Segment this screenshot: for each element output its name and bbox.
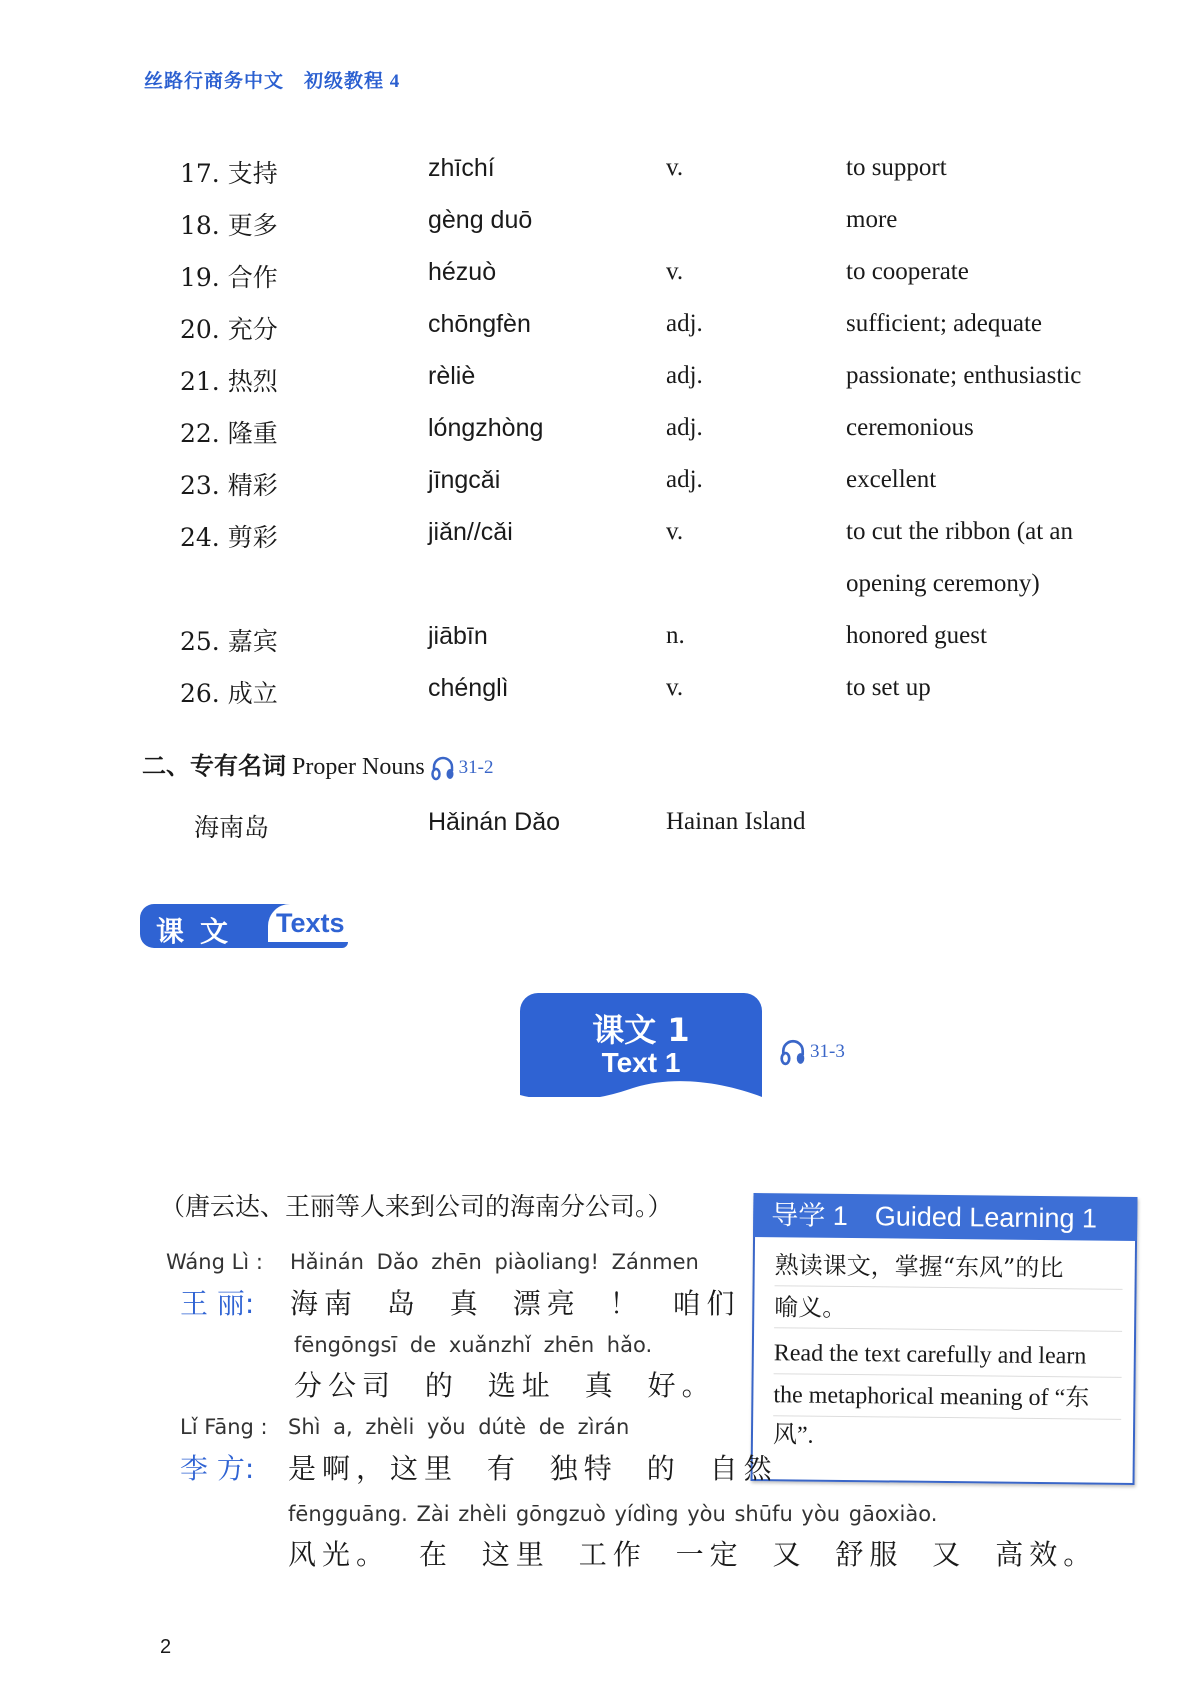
line-hanzi: 海南 岛 真 漂亮 ！ 咱们 <box>290 1287 741 1320</box>
vocab-english: to cooperate <box>846 258 969 285</box>
vocab-row <box>0 622 1200 662</box>
speaker-pinyin: Lǐ Fāng : <box>180 1415 268 1439</box>
vocab-pos: n. <box>666 622 685 649</box>
book-title: 丝路行商务中文 初级教程 4 <box>144 71 401 92</box>
vocab-pos: v. <box>666 154 684 181</box>
vocab-pos: v. <box>666 258 684 285</box>
vocab-pinyin: lóngzhòng <box>428 414 544 442</box>
speaker-pinyin: Wáng Lì : <box>166 1250 263 1274</box>
vocab-number: 23. <box>180 471 220 500</box>
guided-line: Read the text carefully and learn <box>774 1333 1122 1378</box>
proper-noun-hanzi: 海南岛 <box>194 813 270 842</box>
vocab-number: 18. <box>180 211 220 240</box>
vocab-number: 21. <box>180 367 220 396</box>
proper-nouns-heading <box>142 746 493 781</box>
vocab-pinyin: chénglì <box>428 674 509 702</box>
audio-track-number: 31-3 <box>810 1041 845 1062</box>
vocab-number: 19. <box>180 263 220 292</box>
vocab-number: 25. <box>180 627 220 656</box>
vocab-number: 20. <box>180 315 220 344</box>
vocab-row <box>0 518 1200 558</box>
headphones-icon <box>780 1038 806 1066</box>
vocab-english: excellent <box>846 466 937 493</box>
vocab-hanzi: 支持 <box>227 159 278 188</box>
vocab-pinyin: gèng duō <box>428 206 533 234</box>
vocab-hanzi: 更多 <box>227 211 278 240</box>
text1-banner <box>520 993 762 1097</box>
vocab-pos: adj. <box>666 362 703 389</box>
line-pinyin: Shì a, zhèli yǒu dútè de zìrán <box>288 1415 630 1439</box>
vocab-number: 24. <box>180 523 220 552</box>
vocab-pos: v. <box>666 674 684 701</box>
vocab-pos: adj. <box>666 414 703 441</box>
vocab-hanzi: 嘉宾 <box>227 627 278 656</box>
texts-section-badge <box>140 904 346 948</box>
vocab-english: sufficient; adequate <box>846 310 1042 337</box>
vocab-pinyin: hézuò <box>428 258 497 286</box>
section-title-en: Proper Nouns <box>292 754 425 780</box>
guided-learning-box <box>751 1193 1138 1485</box>
vocab-pos: adj. <box>666 310 703 337</box>
guided-line: 喻义。 <box>774 1287 1122 1332</box>
vocab-hanzi: 成立 <box>227 679 278 708</box>
vocab-number: 17. <box>180 159 220 188</box>
speaker-name: 李 方: <box>180 1452 255 1485</box>
line-hanzi: 风光。 在 这里 工作 一定 又 舒服 又 高效。 <box>288 1538 1098 1571</box>
vocab-hanzi: 精彩 <box>227 471 278 500</box>
proper-noun-english: Hainan Island <box>666 808 806 835</box>
vocab-hanzi: 剪彩 <box>227 523 278 552</box>
banner-title-en: Text 1 <box>601 1047 681 1078</box>
line-hanzi: 分公司 的 选址 真 好。 <box>294 1369 716 1402</box>
vocab-hanzi: 热烈 <box>227 367 278 396</box>
vocab-english: opening ceremony) <box>846 570 1040 597</box>
line-pinyin: Hǎinán Dǎo zhēn piàoliang! Zánmen <box>290 1250 699 1274</box>
guided-line: the metaphorical meaning of “东 <box>773 1375 1121 1420</box>
line-pinyin: fēngguāng. Zài zhèli gōngzuò yídìng yòu shūfu yòu gāoxiào. <box>288 1502 938 1526</box>
speaker-name: 王 丽: <box>180 1287 255 1320</box>
headphones-icon <box>431 755 455 781</box>
vocab-english: to cut the ribbon (at an <box>846 518 1074 545</box>
vocab-number: 26. <box>180 679 220 708</box>
scene-description: （唐云达、王丽等人来到公司的海南分公司。） <box>160 1192 673 1221</box>
badge-underline <box>270 942 348 948</box>
vocab-pos: adj. <box>666 466 703 493</box>
vocab-number: 22. <box>180 419 220 448</box>
vocab-english: ceremonious <box>846 414 974 441</box>
guided-line: 熟读课文，掌握“东风”的比 <box>775 1245 1123 1290</box>
badge-zh-label: 课文 <box>156 915 245 948</box>
vocab-english: to set up <box>846 674 931 701</box>
vocab-pinyin: jiǎn//cǎi <box>428 518 513 546</box>
vocab-pinyin: jīngcǎi <box>428 466 501 494</box>
vocab-hanzi: 充分 <box>227 315 278 344</box>
vocab-row <box>0 258 1200 298</box>
vocab-row <box>0 466 1200 506</box>
page-number: 2 <box>160 1636 172 1658</box>
vocab-pinyin: rèliè <box>428 362 476 390</box>
line-hanzi: 是啊，这里 有 独特 的 自然 <box>288 1452 778 1485</box>
vocab-row <box>0 674 1200 714</box>
vocab-row <box>0 362 1200 402</box>
proper-noun-row <box>0 808 1200 848</box>
vocab-english: honored guest <box>846 622 987 649</box>
vocab-hanzi: 合作 <box>227 263 278 292</box>
guided-line: 风”. <box>772 1422 814 1449</box>
line-pinyin: fēngōngsī de xuǎnzhǐ zhēn hǎo. <box>294 1333 653 1357</box>
section-number-title: 二、专有名词 <box>142 751 286 780</box>
vocab-row-continuation <box>0 570 1200 610</box>
vocab-hanzi: 隆重 <box>227 419 278 448</box>
text1-audio-button[interactable] <box>780 1038 845 1066</box>
audio-track-number: 31-2 <box>458 757 494 779</box>
guided-learning-title: 导学 1 Guided Learning 1 <box>753 1193 1137 1241</box>
vocab-english: more <box>846 206 898 233</box>
banner-title-zh: 课文 1 <box>592 1011 690 1049</box>
vocab-row <box>0 414 1200 454</box>
vocab-row <box>0 154 1200 194</box>
vocab-pinyin: zhīchí <box>428 154 495 182</box>
badge-en-label: Texts <box>276 908 345 938</box>
audio-track-button[interactable] <box>431 755 494 781</box>
vocab-english: passionate; enthusiastic <box>846 362 1082 389</box>
vocab-pos: v. <box>666 518 684 545</box>
vocab-row <box>0 206 1200 246</box>
proper-noun-pinyin: Hǎinán Dǎo <box>428 808 561 836</box>
vocab-english: to support <box>846 154 947 181</box>
vocab-pinyin: jiābīn <box>428 622 488 650</box>
vocab-row <box>0 310 1200 350</box>
vocab-pinyin: chōngfèn <box>428 310 531 338</box>
